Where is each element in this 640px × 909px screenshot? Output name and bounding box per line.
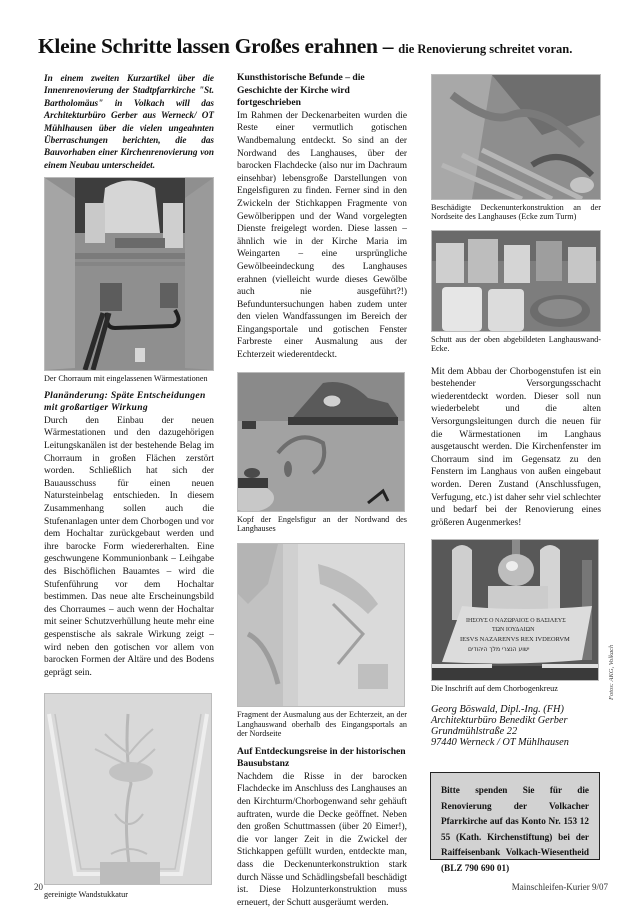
angel-fresco-illustration <box>238 373 404 511</box>
cross-inscription-illustration <box>432 540 598 680</box>
article-headline <box>38 34 638 59</box>
photo-wandstukkatur <box>44 693 212 885</box>
photo-fragment-echterzeit <box>237 543 405 707</box>
photo-caption: Schutt aus der oben abgebildeten Langhauswand-Ecke. <box>431 334 601 354</box>
inscription-line-greek-1: ΙΗΣΟΥΣ Ο ΝΑΖΩΡΑΙΟΣ Ο ΒΑΣΙΛΕΥΣ <box>466 618 566 625</box>
author-signature <box>431 704 601 749</box>
intro-paragraph: In einem zweiten Kurzartikel über die Innenrenovierung der Stadtpfarrkirche "St. Bartholomäus" in Volkach will das Architekturbüro Gerber aus Werneck/ OT Mühlhausen über die vielen ungeahnten Überraschungen berichten, die das Bauvorhaben einer Kirchenrenovierung von einem Neubau unterscheidet. <box>44 73 214 170</box>
photo-deckenunterkonstruktion <box>431 74 601 200</box>
author-city: 97440 Werneck / OT Mühlhausen <box>431 737 569 749</box>
publication-name: Mainschleifen-Kurier 9/07 <box>511 882 608 892</box>
photo-caption: Die Inschrift auf dem Chorbogenkreuz <box>431 684 558 694</box>
fragment-illustration <box>238 544 404 706</box>
photo-inschrift-chorbogenkreuz <box>431 539 599 681</box>
inscription-line-hebrew: ישוע הנצרי מלך היהודים <box>468 646 530 654</box>
photo-engelsfigur <box>237 372 405 512</box>
rubble-buckets-illustration <box>432 231 600 331</box>
photo-caption: Fragment der Ausmalung aus der Echterzeit, an der Langhauswand oberhalb des Eingangsportals an der Nordseite <box>237 710 407 739</box>
headline-main: Kleine Schritte lassen Großes erahnen – <box>38 34 399 58</box>
section-heading-kunsthistorische-befunde: Kunsthistorische Befunde – die Geschichte der Kirche wird fortgeschrieben <box>237 72 365 109</box>
author-name: Georg Böswald, Dipl.-Ing. (FH) <box>431 703 564 715</box>
page-number: 20 <box>34 882 43 892</box>
body-paragraph: Nachdem die Risse in der barocken Flachdecke im Anschluss des Langhauses an den Kirchturm/Chorbogenwand sehr gehäuft auftraten, wurde die Decke geöffnet. Neben den großen Schuttmassen (über 20 Eimer!), die vor langer Zeit in die Zwickel der Stichkappen gefüllt wurden, entdeckte man, dass die Deckenunterkonstruktion stark durch Nässe und Schädlingsbefall beschädigt ist. Diese Holzunterkonstruktion muss erneuert, der Schutt ausgeräumt werden. <box>237 771 407 908</box>
stucco-illustration <box>45 694 211 884</box>
photo-caption: gereinigte Wandstukkatur <box>44 890 128 900</box>
headline-subtitle: die Renovierung schreitet voran. <box>398 42 573 56</box>
inscription-line-greek-2: ΤΩΝ ΙΟΥΔΑΙΩΝ <box>492 627 535 634</box>
inscription-line-latin: IESVS NAZARENVS REX IVDEORVM <box>460 636 570 644</box>
donation-text: Bitte spenden Sie für die Renovierung der Volkacher Pfarrkirche auf das Konto Nr. 153 12 55 (Kath. Kirchenstiftung) bei der Raiffeisenbank Volkach-Wiesentheid (BLZ 790 690 01) <box>441 785 589 873</box>
column-2 <box>237 72 407 909</box>
author-street: Grundmühlstraße 22 <box>431 726 518 738</box>
photo-caption: Beschädigte Deckenunterkonstruktion an der Nordseite des Langhauses (Ecke zum Turm) <box>431 203 601 222</box>
chorraum-illustration <box>45 178 213 370</box>
column-1 <box>44 72 214 900</box>
section-heading-planaenderung: Planänderung: Späte Entscheidungen mit großartiger Wirkung <box>44 389 206 414</box>
author-firm: Architekturbüro Benedikt Gerber <box>431 714 568 726</box>
body-paragraph: Mit dem Abbau der Chorbogenstufen ist ein bestehender Versorgungsschacht wiederentdeckt worden. Dieser soll nun wiederbelebt und die alten Versorgungsleitungen durch die neuen für die Wärmestationen im Langhaus ausgetauscht werden. Die Kirchenfenster im Chorraum sind im Gegensatz zu den Fenstern im Langhaus von außen eingebaut worden. Deren Zustand (Anschlussfugen, Verfugung, etc.) ist daher sehr viel schlechter und bedarf bei der Renovierung eines größeren Augenmerkes! <box>431 366 601 528</box>
column-3 <box>431 72 601 749</box>
photo-caption: Kopf der Engelsfigur an der Nordwand des Langhauses <box>237 514 407 534</box>
photo-caption: Der Chorraum mit eingelassenen Wärmestationen <box>44 374 208 384</box>
ceiling-construction-illustration <box>432 75 600 199</box>
donation-box <box>430 772 600 873</box>
photo-credit: Fotos: AKG, Volkach <box>608 644 615 700</box>
photo-chorraum <box>44 177 214 371</box>
section-heading-entdeckungsreise: Auf Entdeckungsreise in der historischen Bausubstanz <box>237 745 406 770</box>
body-paragraph: Im Rahmen der Deckenarbeiten wurden die Reste einer vermutlich gotischen Wandbemalung entdeckt. So sind an der Nordwand des Langhauses, über der barocken Flachdecke (also nur im Dachraum einsehbar) lebensgroße Darstellungen von Engelsfiguren zu finden. Ferner sind in den Zwickeln der Stichkappen Fragmente von Gewölberippen und der Wand vorgelegten Dienste freigelegt worden. Diese lassen – ähnlich wie in der Kirche Maria im Weingarten – eine ursprüngliche Gewölbeeindeckung des Langhauses erahnen (vielleicht wurde dieses Gewölbe auch nie ausgeführt?!) Befunduntersuchungen haben zudem unter den vielen Wandfassungen im Bereich der Eingangsportale und gotischen Fenster Farbreste einer Ausmalung aus der Echterzeit wiederentdeckt. <box>237 110 407 361</box>
photo-schutt <box>431 230 601 332</box>
body-paragraph: Durch den Einbau der neuen Wärmestationen und den dazugehörigen Leitungskanälen ist der bestehende Belag im Chorraum in großen Flächen zerstört worden. Schließlich hat sich der Bauausschuss für einen neuen Natursteinbelag entschieden. In diesem Zusammenhang sollen auch die Stufenanlagen unter dem Chorbogen und vor dem Hochaltar zurückgebaut werden und ihre barocke Form wiedererhalten. Eine geschwungene Kommunionbank – Leihgabe des Bischöflichen Bauamtes – wird die Stufenführung vor dem Hochaltar bestimmen. Das neue alte Erscheinungsbild des Chorraumes – auch wenn der Hochaltar mit seiner Schutzverhüllung heute mehr eine gespenstische als sakrale Wirkung zeigt – wird neben den gotischen vor allem von barocken Formen der Altäre und des Bodens geprägt sein. <box>44 415 214 678</box>
